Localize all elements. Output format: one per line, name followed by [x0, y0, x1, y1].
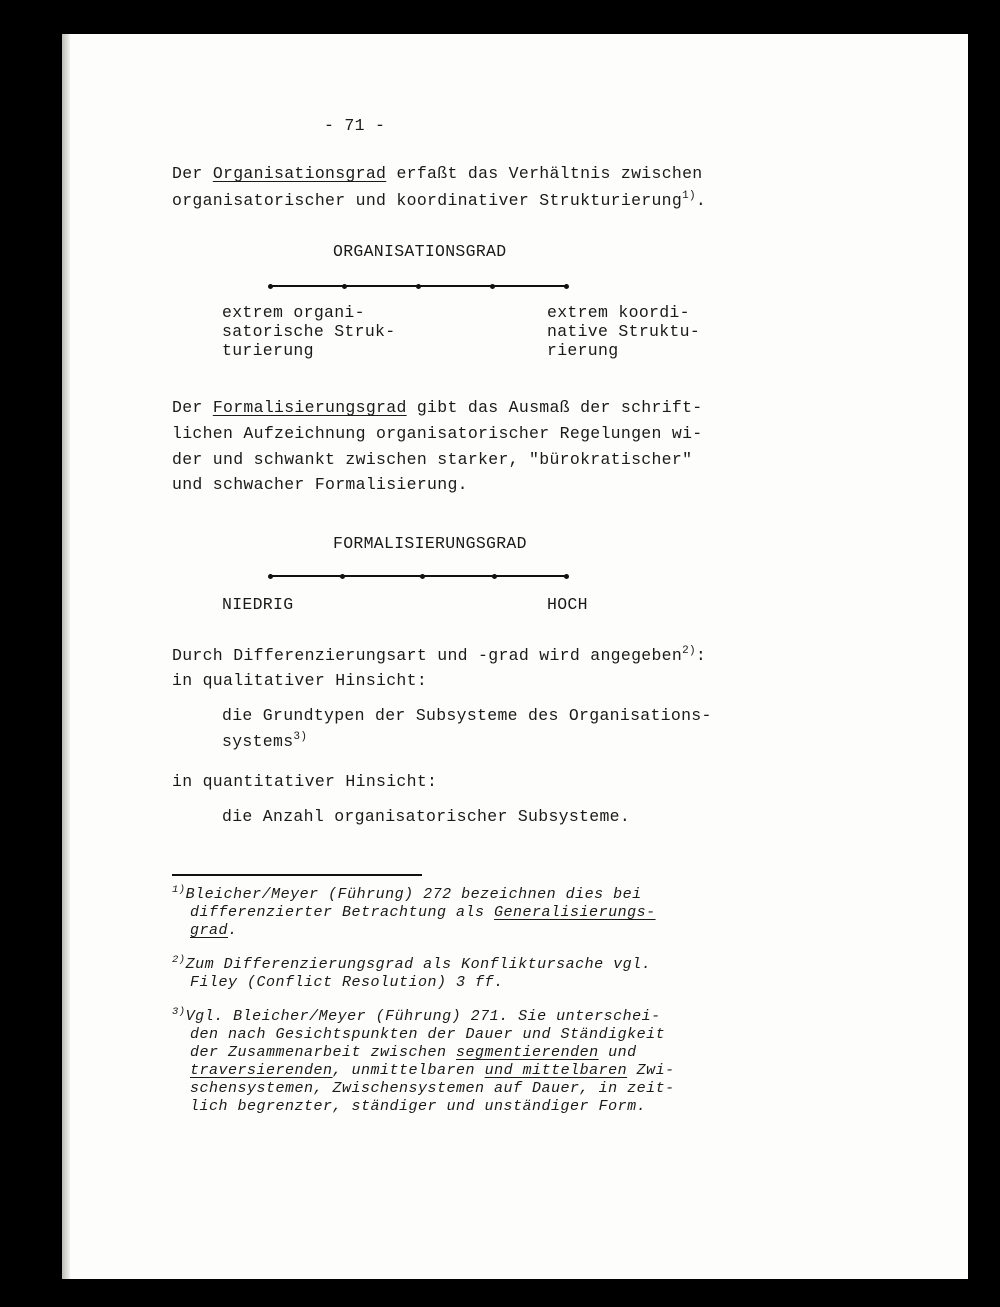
qualitative-item-line-1: die Grundtypen der Subsysteme des Organisations-: [222, 706, 712, 725]
text: Durch Differenzierungsart und -grad wird angegeben: [172, 646, 683, 665]
quantitative-item: die Anzahl organisatorischer Subsysteme.: [222, 807, 631, 826]
footnote-3-line-6: lich begrenzter, ständiger und unständiger Form.: [190, 1098, 647, 1115]
footnote-3-mark: 3): [172, 1006, 186, 1018]
footnote-3-line-4: [190, 1062, 675, 1080]
scale-1-right-label-line: native Struktu-: [547, 322, 701, 341]
term-und-mittelbaren: und mittelbaren: [484, 1062, 628, 1079]
scale-2-left-label: NIEDRIG: [222, 595, 294, 614]
book-page: [62, 34, 968, 1279]
scale-2-dot: [268, 574, 273, 579]
text: gibt das Ausmaß der schrift-: [406, 398, 703, 417]
scale-1-right-label-line: rierung: [547, 341, 619, 360]
page-number: - 71 -: [324, 116, 386, 135]
text: organisatorischer und koordinativer Strukturierung: [172, 191, 683, 210]
qualitative-heading: in qualitativer Hinsicht:: [172, 671, 428, 690]
scale-1-dot: [416, 284, 421, 289]
footnote-2-line-2: Filey (Conflict Resolution) 3 ff.: [190, 974, 504, 991]
text: , unmittelbaren: [332, 1062, 485, 1079]
text: Zwi-: [627, 1062, 675, 1079]
scale-2-title: FORMALISIERUNGSGRAD: [333, 534, 527, 553]
scale-1-left-label-line: satorische Struk-: [222, 322, 396, 341]
term-organisationsgrad: Organisationsgrad: [212, 164, 387, 183]
footnote-3-line-2: den nach Gesichtspunkten der Dauer und Ständigkeit: [190, 1026, 666, 1043]
footnote-ref-2[interactable]: 2): [682, 645, 696, 657]
term-traversierenden: traversierenden: [190, 1062, 333, 1079]
term-formalisierungsgrad: Formalisierungsgrad: [212, 398, 407, 417]
scale-2-dot: [340, 574, 345, 579]
text: .: [695, 191, 707, 210]
footnote-1-line-2: [190, 904, 656, 922]
paragraph-3-line-1: [172, 646, 706, 665]
text: und: [598, 1044, 637, 1061]
scale-2-line: [270, 575, 568, 577]
footnote-1-mark: 1): [172, 884, 186, 896]
paragraph-2-line-4: und schwacher Formalisierung.: [172, 475, 468, 494]
scale-2-right-label: HOCH: [547, 595, 588, 614]
footnote-1-line-3: [190, 922, 238, 940]
text: Zum Differenzierungsgrad als Konfliktursache vgl.: [185, 956, 652, 973]
scale-1-right-label-line: extrem koordi-: [547, 303, 690, 322]
text: erfaßt das Verhältnis zwischen: [386, 164, 703, 183]
scale-1-dot: [564, 284, 569, 289]
scale-1-dot: [490, 284, 495, 289]
text: Vgl. Bleicher/Meyer (Führung) 271. Sie unterschei-: [185, 1008, 661, 1025]
text: systems: [222, 732, 294, 751]
text: differenzierter Betrachtung als: [190, 904, 495, 921]
footnote-2-line-1: [172, 956, 651, 974]
footnote-3-line-5: schensystemen, Zwischensystemen auf Dauer, in zeit-: [190, 1080, 675, 1097]
term-segmentierenden: segmentierenden: [456, 1044, 599, 1061]
footnote-separator: [172, 874, 422, 876]
footnote-3-line-3: [190, 1044, 637, 1062]
text: Der: [172, 164, 213, 183]
scale-1-left-label-line: turierung: [222, 341, 314, 360]
footnote-1-line-1: [172, 886, 642, 904]
footnote-ref-3[interactable]: 3): [293, 731, 308, 743]
scale-2-dot: [564, 574, 569, 579]
scale-2-dot: [420, 574, 425, 579]
text: der Zusammenarbeit zwischen: [190, 1044, 457, 1061]
scale-1-title: ORGANISATIONSGRAD: [333, 242, 507, 261]
scale-1-line: [270, 285, 568, 287]
paragraph-2-line-1: [172, 398, 703, 417]
paragraph-2-line-3: der und schwankt zwischen starker, "bürokratischer": [172, 450, 693, 469]
text: .: [228, 922, 238, 939]
scale-1-dot: [342, 284, 347, 289]
paragraph-1-line-1: [172, 164, 703, 183]
footnote-ref-1[interactable]: 1): [682, 190, 696, 202]
qualitative-item-line-2: [222, 732, 307, 751]
text: :: [695, 646, 707, 665]
quantitative-heading: in quantitativer Hinsicht:: [172, 772, 438, 791]
paragraph-2-line-2: lichen Aufzeichnung organisatorischer Regelungen wi-: [172, 424, 703, 443]
scale-1-left-label-line: extrem organi-: [222, 303, 365, 322]
scale-1-dot: [268, 284, 273, 289]
text: Bleicher/Meyer (Führung) 272 bezeichnen dies bei: [185, 886, 642, 903]
term-generalisierungsgrad: Generalisierungs-: [494, 904, 656, 921]
page-binding-edge: [62, 34, 70, 1279]
footnote-3-line-1: [172, 1008, 661, 1026]
footnote-2-mark: 2): [172, 954, 186, 966]
term-generalisierungsgrad-cont: grad: [190, 922, 229, 939]
text: Der: [172, 398, 213, 417]
scale-2-dot: [492, 574, 497, 579]
paragraph-1-line-2: [172, 191, 706, 210]
